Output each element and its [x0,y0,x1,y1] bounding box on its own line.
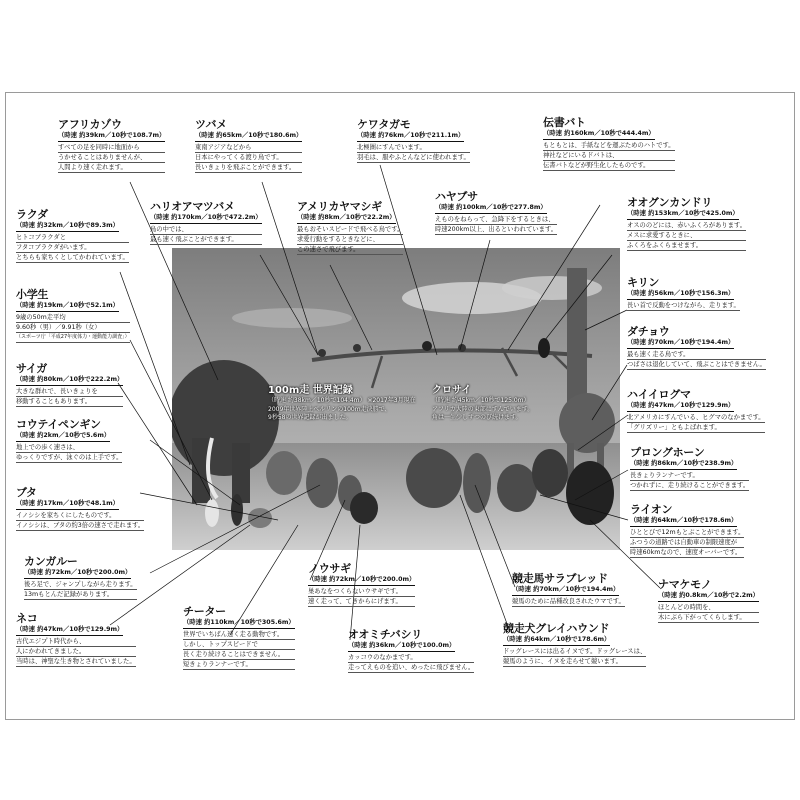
animal-name: オオグンカンドリ [627,196,713,209]
label-ostrich [627,325,766,370]
animal-desc: 木にぶら下がってくらします。 [658,613,759,623]
animal-name: ケワタガモ [357,118,411,131]
animal-name: カンガルー [24,555,78,568]
animal-name: ダチョウ [627,325,670,338]
animal-speed: （時速 約76km／10秒で211.1m） [357,131,464,142]
animal-desc: カッコウのなかまです。 [348,653,474,663]
animal-desc: ふつうの道路では自動車の制限速度が [630,538,744,548]
animal-desc: ひととびで12mもとぶことができます。 [630,529,745,536]
animal-name: ネコ [16,612,38,625]
animal-desc: 13mもとんだ記録があります。 [24,590,137,600]
animal-speed: （時速 約32km／10秒で89.3m） [16,221,119,232]
animal-name: ノウサギ [308,562,351,575]
label-homing-pigeon [543,116,675,171]
animal-desc: （スポーツ庁「平成27年度体力・運動能力調査」） [16,333,130,343]
animal-name: ハリオアマツバメ [150,200,235,213]
animal-speed: （時速 約72km／10秒で200.0m） [308,575,415,586]
animal-desc: 最も速く走る鳥です。 [627,350,766,360]
animal-desc: オスののどには、赤いふくろがあります。 [627,222,747,229]
animal-desc: 長いきょりを飛ぶことができます。 [195,163,302,173]
animal-desc: イノシシを家ちくにしたものです。 [16,511,144,521]
animal-desc: ヒトコブラクダと [16,233,129,243]
animal-desc: 9.60秒（男）／9.91秒（女） [16,323,130,333]
label-hare [308,562,415,607]
label-common-eider [357,118,470,163]
animal-desc: 伝書バトなどが野生化したものです。 [543,161,675,171]
label-cheetah [183,605,295,670]
animal-speed: （時速 約2km／10秒で5.6m） [16,431,110,442]
animal-speed: （時速 約72km／10秒で200.0m） [24,568,131,579]
animal-desc: えものをねらって、急降下をするときは、 [435,215,557,225]
animal-desc: 鳥の中では、 [150,225,262,235]
animal-name: アメリカヤマシギ [297,200,382,213]
rhino-desc-2: 角は一生少しずつのび続けます。 [432,414,522,421]
animal-desc: 9歳の50m走平均 [16,313,130,323]
animal-speed: （時速 約80km／10秒で222.2m） [16,375,123,386]
animal-desc: しかし、トップスピードで [183,640,295,650]
animal-desc: 時速60kmなので、速度オーバーです。 [630,548,744,558]
rhino-title: クロサイ [432,385,472,396]
animal-desc: 走ってえものを追い、めったに飛びません。 [348,664,475,671]
animal-desc: すべての足を同時に地面から [58,143,165,153]
animal-desc: うかせることはありませんが、 [58,153,165,163]
rhino-label [432,385,533,423]
animal-speed: （時速 約47km／10秒で129.9m） [627,401,734,412]
label-greyhound [503,622,646,667]
rhino-speed: （時速 約45km／10秒で125.0m） [432,397,530,404]
animal-desc: 長きょりランナーです。 [630,471,749,481]
animal-desc: 巣あなをつくらないウサギです。 [308,587,415,597]
label-emperor-penguin [16,418,122,463]
world-record-title: 100m走 世界記録 [268,385,353,396]
animal-name: ラクダ [16,208,48,221]
animal-desc: 人間より速く走れます。 [58,163,165,173]
animal-speed: （時速 約64km／10秒で178.6m） [503,635,610,646]
animal-speed: （時速 約39km／10秒で108.7m） [58,131,165,142]
animal-desc: 求愛行動をするときなどに、 [297,235,403,245]
animal-speed: （時速 約64km／10秒で178.6m） [630,516,737,527]
animal-desc: 大きな群れで、長いきょりを [16,387,123,397]
animal-speed: （時速 約86km／10秒で238.9m） [630,459,737,470]
label-peregrine-falcon [435,190,557,235]
label-african-elephant [58,118,165,173]
animal-desc: もともとは、手紙などを運ぶためのハトです。 [543,142,675,149]
animal-speed: （時速 約70km／10秒で194.4m） [512,585,619,596]
label-grizzly-bear [627,388,765,433]
animal-desc: フタコブラクダがいます。 [16,243,129,253]
world-record-speed-row [268,397,416,406]
animal-speed: （時速 約153km／10秒で425.0m） [627,209,739,220]
animal-name: ハイイログマ [627,388,691,401]
animal-desc: ふくろをふくらませます。 [627,241,746,251]
animal-desc: ゆっくりですが、泳ぐのは上手です。 [16,454,123,461]
animal-name: サイガ [16,362,47,375]
animal-speed: （時速 約0.8km／10秒で2.2m） [658,591,759,602]
animal-desc: 北アメリカにすんでいる、ヒグマのなかまです。 [627,414,765,421]
animal-desc: 最も速く飛ぶことができます。 [150,235,262,245]
animal-desc: 後ろ足で、ジャンプしながら走ります。 [24,581,137,588]
animal-speed: （時速 約17km／10秒で48.1m） [16,499,119,510]
animal-desc: 「グリズリー」ともよばれます。 [627,423,765,433]
animal-desc: 長い首で反動をつけながら、走ります。 [627,302,740,309]
animal-name: チーター [183,605,226,618]
animal-desc: 日本にやってくる渡り鳥です。 [195,153,302,163]
label-camel [16,208,129,263]
animal-desc: 最もおそいスピードで飛べる鳥です。 [297,226,404,233]
label-pronghorn [630,446,749,491]
label-pig [16,486,144,531]
animal-desc: 時速200km以上、出るといわれています。 [435,226,558,233]
animal-desc: ほとんどの時間を、 [658,603,759,613]
animal-desc: ドッグレースには出るイヌです。ドッグレースは、 [503,648,647,655]
animal-name: ブタ [16,486,37,499]
label-frigatebird [627,196,746,251]
label-sloth [658,578,759,623]
animal-name: ツバメ [195,118,227,131]
animal-name: 競走馬サラブレッド [512,572,608,585]
label-kangaroo [24,555,137,600]
rhino-desc-1: アフリカ大陸の東部にすんでいます。 [432,405,534,413]
animal-desc: 人にかわれてきました。 [16,647,136,657]
animal-desc: 競馬のように、イヌを走らせて競います。 [503,657,646,667]
animal-name: 小学生 [16,288,49,301]
animal-desc: 地上での歩く速さは、 [16,443,122,453]
animal-speed: （時速 約36km／10秒で100.0m） [348,641,455,652]
world-record-desc-2: 9秒58の世界記録が出ました。 [268,414,352,421]
animal-desc: イノシシは、ブタの約3倍の速さで走れます。 [16,522,145,529]
animal-name: アフリカゾウ [58,118,122,131]
animal-speed: （時速 約170km／10秒で472.2m） [150,213,262,224]
animal-desc: 短きょりランナーです。 [183,660,295,670]
world-record-note: ※2017年3月現在 [367,397,416,404]
animal-desc: 移動することもあります。 [16,397,123,407]
animal-speed: （時速 約100km／10秒で277.8m） [435,203,547,214]
animal-desc: 世界でいちばん速く走る動物です。 [183,630,295,640]
animal-speed: （時速 約70km／10秒で194.4m） [627,338,734,349]
label-american-woodcock [297,200,403,255]
animal-desc: 長く走り続けることはできません。 [183,650,295,660]
animal-name: 競走犬グレイハウンド [503,622,610,635]
animal-name: プロングホーン [630,446,705,459]
animal-name: ライオン [630,503,673,516]
animal-desc: 北極圏にすんでいます。 [357,143,470,153]
animal-desc: 古代エジプト時代から、 [16,637,136,647]
world-record-speed: （時速 約38km／10秒で104.4m） [268,397,366,404]
animal-name: ナマケモノ [658,578,712,591]
label-lion [630,503,744,558]
label-needletail [150,200,262,245]
animal-desc: 東南アジアなどから [195,143,302,153]
label-schoolchild [16,288,130,343]
animal-desc: つばさは退化していて、飛ぶことはできません。 [627,361,766,368]
animal-desc: 当時は、神聖な生き物とされていました。 [16,658,136,665]
animal-desc: つかれずに、走り続けることができます。 [630,482,750,489]
animal-speed: （時速 約47km／10秒で129.9m） [16,625,123,636]
animal-desc: メスに求愛するときに、 [627,231,746,241]
world-record-label [268,385,416,423]
animal-desc: 速く走って、てきからにげます。 [308,597,415,607]
animal-desc: 神社などにいるドバトは、 [543,151,675,161]
world-record-desc-1: 2009年世界陸上ベルリンの100m走決勝で、 [268,405,391,413]
animal-speed: （時速 約56km／10秒で156.3m） [627,289,734,300]
animal-name: ハヤブサ [435,190,478,203]
animal-name: コウテイペンギン [16,418,101,431]
animal-desc: この速さで飛びます。 [297,245,403,255]
label-swallow [195,118,302,173]
animal-name: 伝書バト [543,116,586,129]
animal-desc: 羽毛は、服やふとんなどに使われます。 [357,154,470,161]
label-giraffe [627,276,740,311]
animal-desc: とちらも家ちくとしてかわれています。 [16,254,129,261]
label-cat [16,612,136,667]
animal-speed: （時速 約110km／10秒で305.6m） [183,618,295,629]
label-roadrunner [348,628,474,673]
animal-desc: 競馬のために品種改良されたウマです。 [512,598,625,605]
animal-name: キリン [627,276,660,289]
animal-speed: （時速 約8km／10秒で22.2m） [297,213,396,224]
animal-speed: （時速 約65km／10秒で180.6m） [195,131,302,142]
label-thoroughbred [512,572,625,607]
animal-speed: （時速 約19km／10秒で52.1m） [16,301,119,312]
animal-name: オオミチバシリ [348,628,422,641]
animal-speed: （時速 約160km／10秒で444.4m） [543,129,655,140]
label-saiga [16,362,123,407]
